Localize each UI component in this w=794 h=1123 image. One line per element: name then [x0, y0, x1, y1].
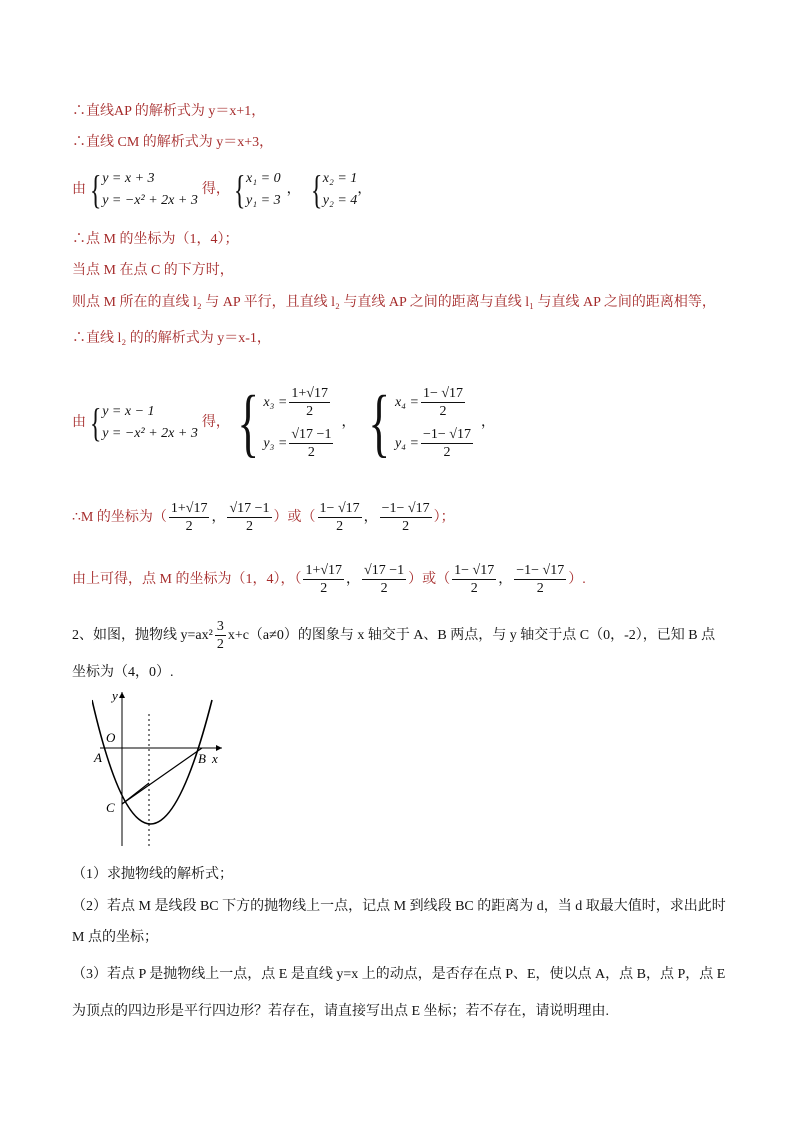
solution-4: x₄ = $\frac{1- √17}{2}$ y₄ = $\frac{-1- √17}{2}$	[394, 386, 471, 460]
label-c: C	[106, 800, 115, 815]
label-o: O	[106, 730, 116, 745]
answer-line-parallel: 则点 M 所在的直线 l₂ 与 AP 平行，且直线 l₂ 与直线 AP 之间的距离与直线 l₁ 与直线 AP 之间的距离相等，	[72, 295, 716, 310]
part-1: （1）求抛物线的解析式；	[72, 867, 233, 882]
equation: y = −x² + 2x + 3	[102, 193, 198, 208]
segment-bc	[122, 748, 202, 804]
answer-line-summary: 由上可得，点 M 的坐标为（1，4），（ $\frac{1+√17}{2}$ ， $\frac{√17 -1}{2}$ ）或（ $\frac{1- √17}{2}$ ， $\frac{-1- √17}{2}$ ）.	[72, 563, 586, 596]
solution-3: x₃ = $\frac{1+√17}{2}$ y₃ = $\frac{√17 -1}{2}$	[263, 386, 332, 460]
label-a: A	[94, 750, 102, 765]
answer-line-ap: ∴直线AP 的解析式为 y＝x+1，	[72, 104, 266, 119]
answer-line-m: ∴点 M 的坐标为（1，4）；	[72, 232, 239, 247]
y-axis-arrow	[119, 692, 125, 698]
brace: {	[368, 381, 391, 465]
part-3: （3）若点 P 是抛物线上一点，点 E 是直线 y=x 上的动点，是否存在点 P、E，使以点 A，点 B，点 P，点 E	[72, 967, 726, 982]
brace: {	[237, 381, 260, 465]
answer-line-cm: ∴直线 CM 的解析式为 y＝x+3，	[72, 135, 274, 150]
you-label: 由	[72, 182, 86, 197]
equation: y = x + 3	[102, 171, 155, 186]
question-2: 2、如图，抛物线 y=ax² $\frac{3}{2}$ x+c（a≠0）的图象与 x 轴交于 A、B 两点，与 y 轴交于点 C（0，-2），已知 B 点	[72, 619, 716, 652]
answer-line-l2: ∴直线 l₂ 的的解析式为 y＝x-1，	[72, 331, 271, 346]
solution-2	[323, 168, 358, 212]
solution-x: x₁ = 0	[246, 171, 281, 186]
solution-y: y₁ = 3	[246, 193, 281, 208]
part-3-cont: 为顶点的四边形是平行四边形？若存在，请直接写出点 E 坐标；若不存在，请说明理由.	[72, 1004, 610, 1019]
parabola-figure	[92, 686, 232, 856]
segment-c-axis	[122, 783, 149, 804]
brace: {	[89, 400, 102, 445]
system-1: 由 { y = x + 3 y = −x² + 2x + 3 得， { x₁ = 0 y₁ = 3 ， { x₂ = 1 y₂ = 4 ，	[72, 167, 372, 212]
equation-system	[102, 168, 198, 212]
label-b: B	[198, 751, 206, 766]
de-label: 得，	[201, 415, 230, 430]
system-2: 由 { y = x − 1 y = −x² + 2x + 3 得， { x₃ = $\frac{1+√17}{2}$ y₃ = $\frac{√17 -1}{2}$ ， { x₄ = $\frac{1- √17}{2}$ y₄ = $\frac{-1- √17}{2}$ ，	[72, 381, 495, 465]
brace: {	[310, 167, 322, 212]
part-2: （2）若点 M 是线段 BC 下方的抛物线上一点，记点 M 到线段 BC 的距离为 d，当 d 取最大值时，求出此时	[72, 899, 726, 914]
solution-1	[246, 168, 281, 212]
brace: {	[233, 167, 246, 212]
label-x: x	[212, 751, 218, 766]
equation: y = x − 1	[102, 404, 155, 419]
answer-line-below: 当点 M 在点 C 的下方时，	[72, 263, 234, 278]
you-label: 由	[72, 415, 86, 430]
question-2-cont: 坐标为（4，0）.	[72, 665, 174, 680]
brace: {	[89, 167, 102, 212]
label-y: y	[112, 688, 118, 703]
solution-x: x₂ = 1	[322, 171, 358, 186]
solution-y: y₂ = 4	[322, 193, 358, 208]
de-label: 得，	[201, 182, 230, 197]
equation: y = −x² + 2x + 3	[102, 426, 198, 441]
equation-system	[102, 401, 198, 445]
part-2-cont: M 点的坐标；	[72, 930, 158, 945]
answer-line-m-coords: ∴M 的坐标为（ $\frac{1+√17}{2}$ ， $\frac{√17 -1}{2}$ ）或（ $\frac{1- √17}{2}$ ， $\frac{-1- √17}{2}$ ）；	[72, 501, 455, 534]
